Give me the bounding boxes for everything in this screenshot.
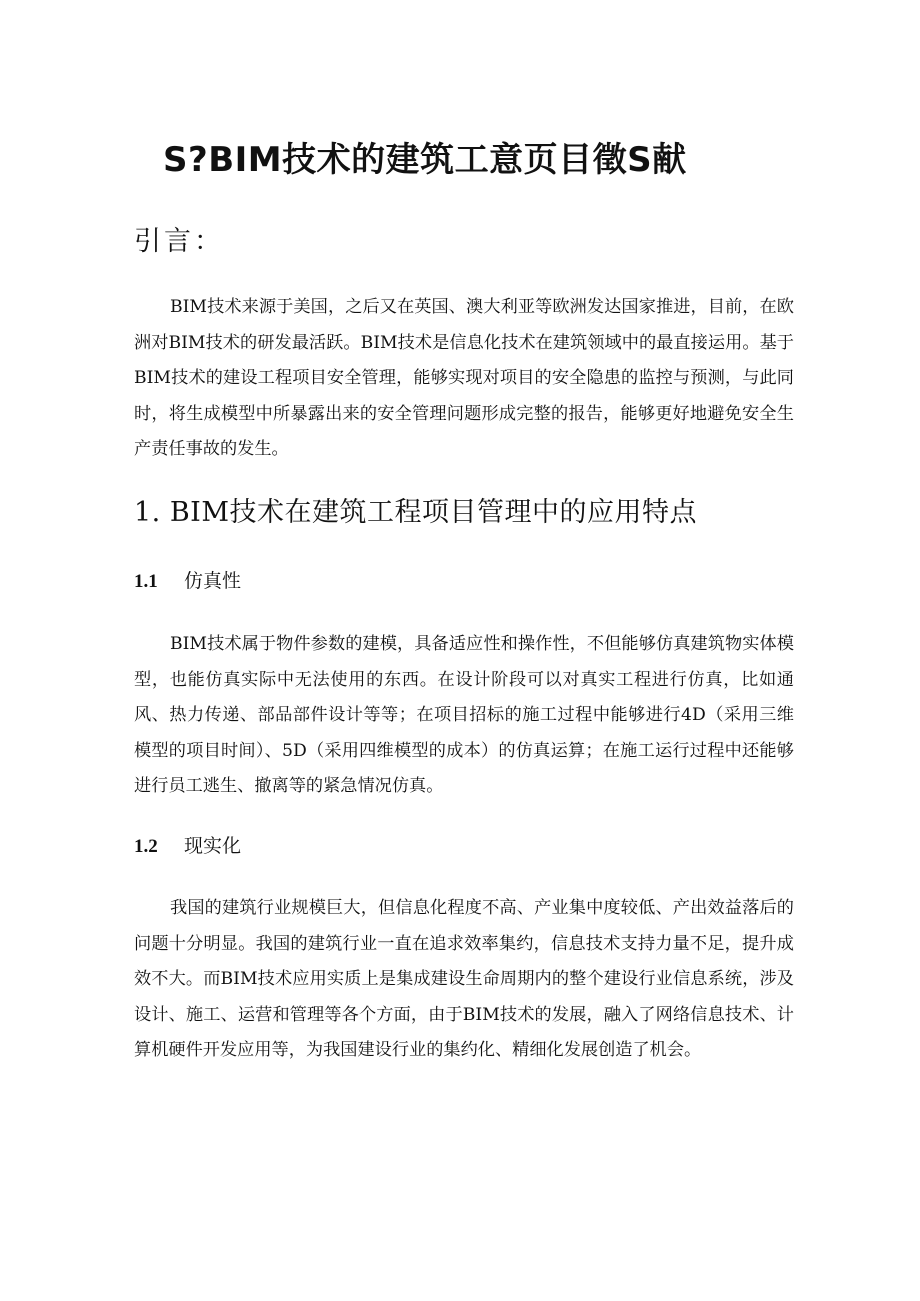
subsection-1-2-paragraph: 我国的建筑行业规模巨大，但信息化程度不高、产业集中度较低、产出效益落后的问题十分明显。我国的建筑行业一直在追求效率集约，信息技术支持力量不足，提升成效不大。而BIM技术应用实质上是集成建设生命周期内的整个建设行业信息系统，涉及设计、施工、运营和管理等各个方面，由于BIM技术的发展，融入了网络信息技术、计算机硬件开发应用等，为我国建设行业的集约化、精细化发展创造了机会。	[134, 898, 794, 1061]
intro-paragraph: BIM技术来源于美国，之后又在英国、澳大利亚等欧洲发达国家推进，目前，在欧洲对BIM技术的研发最活跃。BIM技术是信息化技术在建筑领域中的最直接运用。基于BIM技术的建设工程项目安全管理，能够实现对项目的安全隐患的监控与预测，与此同时，将生成模型中所暴露出来的安全管理问题形成完整的报告，能够更好地避免安全生产责任事故的发生。	[134, 297, 794, 460]
subsection-1-1-paragraph: BIM技术属于物件参数的建模，具备适应性和操作性，不但能够仿真建筑物实体模型，也能仿真实际中无法使用的东西。在设计阶段可以对真实工程进行仿真，比如通风、热力传递、部品部件设计等等；在项目招标的施工过程中能够进行4D（采用三维模型的项目时间）、5D（采用四维模型的成本）的仿真运算；在施工运行过程中还能够进行员工逃生、撤离等的紧急情况仿真。	[134, 634, 794, 797]
subsection-1-1-number: 1.1	[134, 571, 158, 592]
subsection-1-1-heading	[134, 566, 241, 597]
subsection-1-1-title: 仿真性	[184, 570, 242, 592]
document-title: S?BIM技术的建筑工意页目徵S献	[163, 140, 687, 180]
subsection-1-2-title: 现实化	[184, 835, 242, 857]
subsection-1-2-heading	[134, 831, 241, 862]
subsection-1-2-number: 1.2	[134, 836, 158, 857]
section-1-heading: 1. BIM技术在建筑工程项目管理中的应用特点	[134, 497, 697, 528]
intro-heading: 引言：	[134, 226, 224, 257]
